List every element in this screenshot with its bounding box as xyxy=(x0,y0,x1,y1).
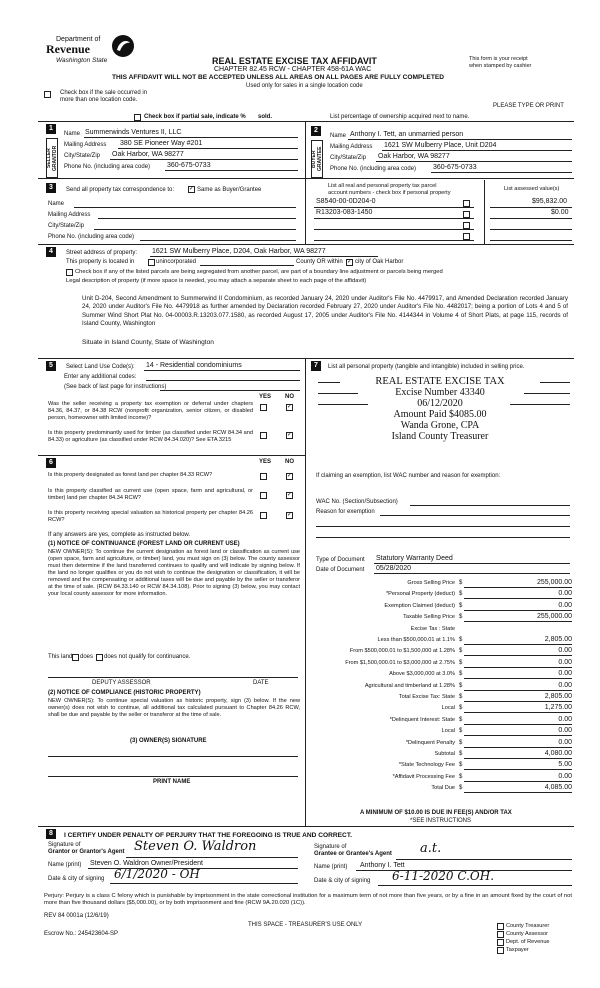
grantee-date-label: Date & city of signing xyxy=(314,878,371,884)
copy-taxpayer: Taxpayer xyxy=(506,947,529,953)
doc-type[interactable]: Statutory Warranty Deed xyxy=(376,555,453,562)
buyer-phone[interactable]: 360-675-0733 xyxy=(433,164,477,171)
seller-phone[interactable]: 360-675-0733 xyxy=(167,162,211,169)
escrow-number: Escrow No.: 245423604-SP xyxy=(44,931,119,937)
s6-question-3: Is this property receiving special valuation as historical property per chapter 84.26 RCW? xyxy=(48,510,253,523)
form-warning: THIS AFFIDAVIT WILL NOT BE ACCEPTED UNLESS ALL AREAS ON ALL PAGES ARE FULLY COMPLETED xyxy=(112,74,445,81)
seller-name-label: Name xyxy=(64,131,81,137)
same-as-buyer-checkbox[interactable]: ✓ xyxy=(189,186,195,192)
county-within-label: County OR within xyxy=(296,259,343,265)
print-name-label: PRINT NAME xyxy=(153,779,191,785)
calc-row-value[interactable]: 0.00 xyxy=(558,681,572,689)
grantor-sig-label-1: Signature of xyxy=(48,842,81,848)
grantor-date-label: Date & city of signing xyxy=(48,876,105,882)
seller-name[interactable]: Summerwinds Ventures II, LLC xyxy=(85,129,182,136)
buyer-city-label: City/State/Zip xyxy=(330,155,367,161)
deputy-assessor-label: DEPUTY ASSESSOR xyxy=(92,680,151,686)
calc-row-label: Total Excise Tax: State xyxy=(398,694,455,700)
unincorporated-checkbox[interactable] xyxy=(148,259,155,266)
calc-row-currency: $ xyxy=(459,602,463,609)
parcel-value-1[interactable]: $95,832.00 xyxy=(532,198,568,205)
stamp-line-4: Amount Paid $4085.00 xyxy=(393,409,487,420)
s5-question-1: Was the seller receiving a property tax exemption or deferral under chapters 84.36, 84.37, or 84.38 RCW (nonprofit organization, senior citizen, or disabled person, homeowner with limited income)? xyxy=(48,401,253,421)
calc-row-label: Gross Selling Price xyxy=(407,580,455,586)
seller-mail-label: Mailing Address xyxy=(64,142,107,148)
calc-row-label: *Affidavit Processing Fee xyxy=(392,773,455,780)
calc-row-label: Local xyxy=(441,705,455,712)
copy-county-assessor: County Assessor xyxy=(506,931,548,937)
receipt-note-2: when stamped by cashier xyxy=(469,63,532,69)
form-subtitle: CHAPTER 82.45 RCW - CHAPTER 458-61A WAC xyxy=(214,66,372,73)
city-of-label: city of Oak Harbor xyxy=(355,259,404,265)
treasurer-use-label: THIS SPACE - TREASURER'S USE ONLY xyxy=(248,922,363,928)
section-7-badge: 7 xyxy=(311,361,321,371)
s6-q2-yes-checkbox[interactable] xyxy=(260,492,267,499)
calc-row-currency: $ xyxy=(459,580,463,586)
parcel-number-1[interactable]: S8540-00-0D204-0 xyxy=(316,198,376,205)
receipt-note-1: This form is your receipt xyxy=(469,56,528,62)
calc-row-currency: $ xyxy=(459,671,463,678)
copy-county-assessor-checkbox[interactable] xyxy=(497,931,504,938)
calc-row-label: Subtotal xyxy=(434,751,455,757)
certify-statement: I CERTIFY UNDER PENALTY OF PERJURY THAT THE FOREGOING IS TRUE AND CORRECT. xyxy=(64,832,352,839)
land-use-label: Select Land Use Code(s): xyxy=(66,364,135,370)
street-address-label: Street address of property: xyxy=(66,250,138,256)
calc-row-value[interactable]: 4,085.00 xyxy=(544,784,572,792)
calc-row-label: From $1,500,000.01 to $3,000,000 at 2.75% xyxy=(345,659,455,666)
see-back-label: (See back of last page for instructions) xyxy=(64,384,167,390)
calc-row-value[interactable]: 0.00 xyxy=(558,647,572,655)
s5-q1-yes-checkbox[interactable] xyxy=(260,404,267,411)
calc-row-value[interactable]: 2,805.00 xyxy=(544,693,572,700)
single-location-note: Used only for sales in a single location code xyxy=(246,83,363,89)
buyer-city[interactable]: Oak Harbor, WA 98277 xyxy=(378,153,450,160)
s6-q2-no-checkbox[interactable]: ✓ xyxy=(287,492,293,498)
does-label: does xyxy=(80,654,94,660)
buyer-name[interactable]: Anthony I. Tett, an unmarried person xyxy=(350,131,464,138)
partial-sale-label: Check box if partial sale, indicate % xyxy=(144,114,246,120)
s3-phone-label: Phone No. (including area code) xyxy=(48,234,135,240)
calc-row-label: Taxable Selling Price xyxy=(403,614,455,621)
parcel-list-header-2: account numbers - check box if personal property xyxy=(328,190,451,196)
s5-no-header: NO xyxy=(285,394,294,400)
copy-dept-revenue-checkbox[interactable] xyxy=(497,939,504,946)
calc-row-currency: $ xyxy=(459,648,463,655)
calc-row-value[interactable]: 0.00 xyxy=(558,601,572,609)
grantee-date[interactable]: 6-11-2020 C.OH. xyxy=(392,869,495,883)
grantor-sig-label-2: Grantor or Grantor's Agent xyxy=(48,849,125,855)
seller-phone-label: Phone No. (including area code) xyxy=(64,164,151,170)
calc-row-value[interactable]: 0.00 xyxy=(558,715,572,723)
copy-dept-revenue: Dept. of Revenue xyxy=(506,939,550,945)
s6-no-header: NO xyxy=(285,459,294,465)
buyer-mail-label: Mailing Address xyxy=(330,144,373,150)
section-3-badge: 3 xyxy=(46,183,56,193)
grantor-date[interactable]: 6/1/2020 - OH xyxy=(114,867,200,881)
notice1-title: (1) NOTICE OF CONTINUANCE (FOREST LAND OR CURRENT USE) xyxy=(48,541,240,547)
calc-row-value[interactable]: 0.00 xyxy=(558,590,572,598)
s5-q1-no-checkbox[interactable]: ✓ xyxy=(287,404,293,410)
copy-county-treasurer-checkbox[interactable] xyxy=(497,923,504,930)
copy-taxpayer-checkbox[interactable] xyxy=(497,947,504,954)
calc-row-currency: $ xyxy=(459,773,463,780)
doc-date-label: Date of Document xyxy=(316,567,365,573)
logo-revenue: Revenue xyxy=(46,42,90,56)
form-title: REAL ESTATE EXCISE TAX AFFIDAVIT xyxy=(212,56,377,66)
doc-date[interactable]: 05/28/2020 xyxy=(376,565,412,572)
section-8-badge: 8 xyxy=(46,829,56,839)
logo-dept-of: Department of xyxy=(56,36,101,43)
seller-side-label: SELLER GRANTOR xyxy=(46,138,58,178)
calc-row-currency: $ xyxy=(459,591,463,598)
calc-row-label: Less than $500,000.01 at 1.1% xyxy=(377,637,455,643)
calc-row-currency: $ xyxy=(459,682,463,689)
s5-q2-no-checkbox[interactable]: ✓ xyxy=(287,432,293,438)
does-not-qualify-checkbox[interactable] xyxy=(96,654,103,661)
s5-question-2: Is this property predominantly used for timber (as classified under RCW 84.34 and 84.33) or agriculture (as classified under RCW 84.34.020)? See ETA 3215 xyxy=(48,430,253,443)
calc-row-label: Excise Tax : State xyxy=(410,625,455,632)
calc-row-label: *Delinquent Interest: State xyxy=(389,716,455,723)
grantor-signature[interactable]: Steven O. Waldron xyxy=(134,839,257,854)
s5-yes-header: YES xyxy=(259,394,272,400)
located-in-label: This property is located in xyxy=(66,259,135,265)
s6-q1-no-checkbox[interactable]: ✓ xyxy=(287,473,293,479)
calc-row-currency: $ xyxy=(459,716,463,723)
wac-label: WAC No. (Section/Subsection) xyxy=(316,499,398,505)
calc-row-label: Total Due xyxy=(431,785,455,792)
street-address[interactable]: 1621 SW Mulberry Place, D204, Oak Harbor, WA 98277 xyxy=(152,248,326,255)
perjury-statement: Perjury: Perjury is a class C felony which is punishable by imprisonment in the state correctional institution for a maximum term of not more than five years, or by a fine in an amount fixed by the court of not more than five thousand dollars ($5,000.00), or by both imprisonment and fine (RCW 9A.20.020 (1C)). xyxy=(44,893,572,906)
grantee-sig-label-2: Grantee or Grantee's Agent xyxy=(314,851,392,857)
send-correspondence-label: Send all property tax correspondence to: xyxy=(66,187,175,193)
calc-row-currency: $ xyxy=(459,739,463,746)
calc-row-label: Above $3,000,000 at 3.0% xyxy=(389,671,455,678)
notice2-text: NEW OWNER(S): To continue special valuation as historic property, sign (3) below. If the new owner(s) does not wish to continue, all additional tax calculated pursuant to Chapter 84.26 RCW, shall be due and payable by the seller or transferor at the time of sale. xyxy=(48,698,300,718)
calc-row-label: Local xyxy=(441,728,455,735)
seller-city-label: City/State/Zip xyxy=(64,153,101,159)
assessed-value-header: List assessed value(s) xyxy=(504,186,560,192)
does-not-label: does not qualify for continuance. xyxy=(104,654,191,660)
s6-yes-header: YES xyxy=(259,459,272,465)
calc-row-value[interactable]: 0.00 xyxy=(558,658,572,666)
section-1-badge: 1 xyxy=(46,124,56,134)
multi-location-checkbox[interactable] xyxy=(44,91,51,98)
stamp-line-1: REAL ESTATE EXCISE TAX xyxy=(375,376,505,387)
print-note: PLEASE TYPE OR PRINT xyxy=(493,103,564,109)
calc-row-value[interactable]: 255,000.00 xyxy=(536,613,572,621)
multi-location-label-2: more than one location code. xyxy=(60,97,138,103)
segregated-checkbox[interactable] xyxy=(66,269,73,276)
parcel-1-personal-checkbox[interactable] xyxy=(463,200,470,207)
this-land-label: This land xyxy=(48,654,73,660)
if-yes-label: If any answers are yes, complete as instructed below. xyxy=(48,532,191,538)
buyer-side-label: BUYER GRANTEE xyxy=(311,140,323,178)
buyer-phone-label: Phone No. (including area code) xyxy=(330,166,417,172)
calc-row-currency: $ xyxy=(459,637,463,643)
parcel-value-2[interactable]: $0.00 xyxy=(551,209,569,216)
parcel-3-personal-checkbox[interactable] xyxy=(463,222,470,229)
buyer-name-label: Name xyxy=(330,133,347,139)
land-use-value[interactable]: 14 - Residential condominiums xyxy=(146,362,242,369)
stamp-line-5: Wanda Grone, CPA xyxy=(400,420,480,431)
unincorporated-label: unincorporated xyxy=(156,259,197,265)
calc-row-currency: $ xyxy=(459,751,463,757)
partial-sale-checkbox[interactable] xyxy=(134,114,141,121)
revenue-swoosh-icon xyxy=(110,33,136,59)
revenue-logo xyxy=(46,33,136,71)
s6-q3-yes-checkbox[interactable] xyxy=(260,512,267,519)
calc-row-value[interactable]: 0.00 xyxy=(558,738,572,746)
reason-label: Reason for exemption xyxy=(316,509,375,515)
calc-row-value[interactable]: 255,000.00 xyxy=(536,579,572,586)
grantee-name-label: Name (print) xyxy=(314,864,348,870)
deputy-date-label: DATE xyxy=(253,680,269,686)
calc-row-currency: $ xyxy=(459,659,463,666)
section-2-badge: 2 xyxy=(311,126,321,136)
s6-question-1: Is this property designated as forest land per chapter 84.33 RCW? xyxy=(48,472,213,478)
stamp-line-2: Excise Number 43340 xyxy=(395,387,485,398)
calc-row-value[interactable]: 2,805.00 xyxy=(544,636,572,643)
s3-name-label: Name xyxy=(48,201,65,207)
section-5-badge: 5 xyxy=(46,361,56,371)
minimum-due-note: A MINIMUM OF $10.00 IS DUE IN FEE(S) AND/OR TAX xyxy=(360,810,512,816)
seller-mail[interactable]: 380 SE Pioneer Way #201 xyxy=(120,140,203,147)
same-as-buyer-label: Same as Buyer/Grantee xyxy=(197,187,262,193)
stamp-line-3: 06/12/2020 xyxy=(417,398,463,409)
personal-property-header: List all personal property (tangible and intangible) included in selling price. xyxy=(328,364,525,370)
parcel-number-2[interactable]: R13203-083-1450 xyxy=(316,209,373,216)
see-instructions-note: *SEE INSTRUCTIONS xyxy=(410,818,472,824)
seller-city[interactable]: Oak Harbor, WA 98277 xyxy=(112,151,184,158)
s6-question-2: Is this property classified as current use (open space, farm and agricultural, or timber) land per chapter 84.34 RCW? xyxy=(48,488,253,501)
copy-county-treasurer: County Treasurer xyxy=(506,923,550,929)
calc-row-value[interactable]: 0.00 xyxy=(558,670,572,678)
calc-row-currency: $ xyxy=(459,785,463,792)
parcel-2-personal-checkbox[interactable] xyxy=(463,211,470,218)
owner-signature-label: (3) OWNER(S) SIGNATURE xyxy=(130,738,207,744)
calc-row-value[interactable]: 4,080.00 xyxy=(544,750,572,757)
parcel-list-header-1: List all real and personal property tax parcel xyxy=(328,183,437,189)
sold-label: sold. xyxy=(258,114,273,120)
grantee-signature[interactable]: a.t. xyxy=(420,841,442,856)
calc-row-label: Exemption Claimed (deduct) xyxy=(384,602,455,609)
buyer-mail[interactable]: 1621 SW Mulberry Place, Unit D204 xyxy=(384,142,497,149)
parcel-4-personal-checkbox[interactable] xyxy=(463,233,470,240)
calc-row-currency: $ xyxy=(459,762,463,769)
city-of-checkbox[interactable]: ✓ xyxy=(347,259,353,265)
legal-description-label: Legal description of property (if more space is needed, you may attach a separate sheet to each page of the affidavit) xyxy=(66,278,367,284)
grantor-name[interactable]: Steven O. Waldron Owner/President xyxy=(90,860,203,867)
multi-location-label-1: Check box if the sale occurred in xyxy=(60,90,148,96)
stamp-line-6: Island County Treasurer xyxy=(391,431,489,442)
calc-row-label: From $500,000.01 to $1,500,000 at 1.28% xyxy=(349,648,455,655)
calc-row-value[interactable]: 1,275.00 xyxy=(544,704,572,712)
calc-row-label: *Personal Property (deduct) xyxy=(385,591,455,598)
section-4-badge: 4 xyxy=(46,247,56,257)
doc-type-label: Type of Document xyxy=(316,557,365,563)
notice2-title: (2) NOTICE OF COMPLIANCE (HISTORIC PROPERTY) xyxy=(48,690,201,696)
calc-row-label: Agricultural and timberland at 1.28% xyxy=(364,682,455,689)
calc-row-value[interactable]: 0.00 xyxy=(558,727,572,735)
s6-q3-no-checkbox[interactable]: ✓ xyxy=(287,512,293,518)
exemption-label: If claiming an exemption, list WAC number and reason for exemption: xyxy=(316,473,501,479)
grantee-name[interactable]: Anthony I. Tett xyxy=(360,862,405,869)
segregated-label: Check box if any of the listed parcels are being segregated from another parcel, are part of a boundary line adjustment or parcels being merged xyxy=(75,269,443,275)
calc-row-value[interactable]: 0.00 xyxy=(558,772,572,780)
grantor-name-label: Name (print) xyxy=(48,862,82,868)
additional-codes-label: Enter any additional codes: xyxy=(64,374,137,380)
logo-washington: Washington State xyxy=(56,57,108,64)
grantee-sig-label-1: Signature of xyxy=(314,844,347,850)
section-6-badge: 6 xyxy=(46,458,56,468)
calc-row-value[interactable]: 5.00 xyxy=(558,761,572,769)
notice1-text: NEW OWNER(S): To continue the current designation as forest land or classification as current use (open space, farm and agriculture, or timber) land, you must sign on (3) below. The county assessor must then determine if the land transferred continues to qualify and will indicate by signing below. If the land no longer qualifies or you do not wish to continue the designation or classification, it will be removed and the compensating or additional taxes will be due and payable by the seller or transferor at the time of sale. (RCW 84.33.140 or RCW 84.34.108). Prior to signing (3) below, you may contact your local county assessor for more information. xyxy=(48,549,300,597)
calc-row-currency: $ xyxy=(459,694,463,700)
calc-row-label: *State Technology Fee xyxy=(398,762,455,769)
s6-q1-yes-checkbox[interactable] xyxy=(260,473,267,480)
rev-number: REV 84 0001a (12/6/19) xyxy=(44,913,109,919)
s3-city-label: City/State/Zip xyxy=(48,223,85,229)
legal-description[interactable]: Unit D-204, Second Amendment to Summerwind II Condominium, as recorded January 24, 2020 under Auditor's File No. 4479917, and Amended Declaration recorded January 24, 2020 under Auditor's File No. 4479918 as further amended by Declaration recorded February 27, 2020 under Auditor's File No. 4482017; being a portion of Lots 4 and 5 of Summer Wind Short Plat No. 04-00003.R.13203.077.1580, as recorded August 17, 2005 under Auditor's File No. 4144344 in Volume 4 of Short Plats, at page 115, records of Island County, Washington xyxy=(82,295,568,328)
situate-text[interactable]: Situate in Island County, State of Washington xyxy=(82,339,214,346)
s5-q2-yes-checkbox[interactable] xyxy=(260,432,267,439)
treasurer-stamp xyxy=(328,376,552,442)
calc-row-label: *Delinquent Penalty xyxy=(405,739,455,746)
calc-row-currency: $ xyxy=(459,728,463,735)
s3-mail-label: Mailing Address xyxy=(48,212,91,218)
calc-row-currency: $ xyxy=(459,705,463,712)
calc-row-currency: $ xyxy=(459,614,463,621)
does-qualify-checkbox[interactable] xyxy=(72,654,79,661)
pct-ownership-label: List percentage of ownership acquired next to name. xyxy=(330,114,470,120)
